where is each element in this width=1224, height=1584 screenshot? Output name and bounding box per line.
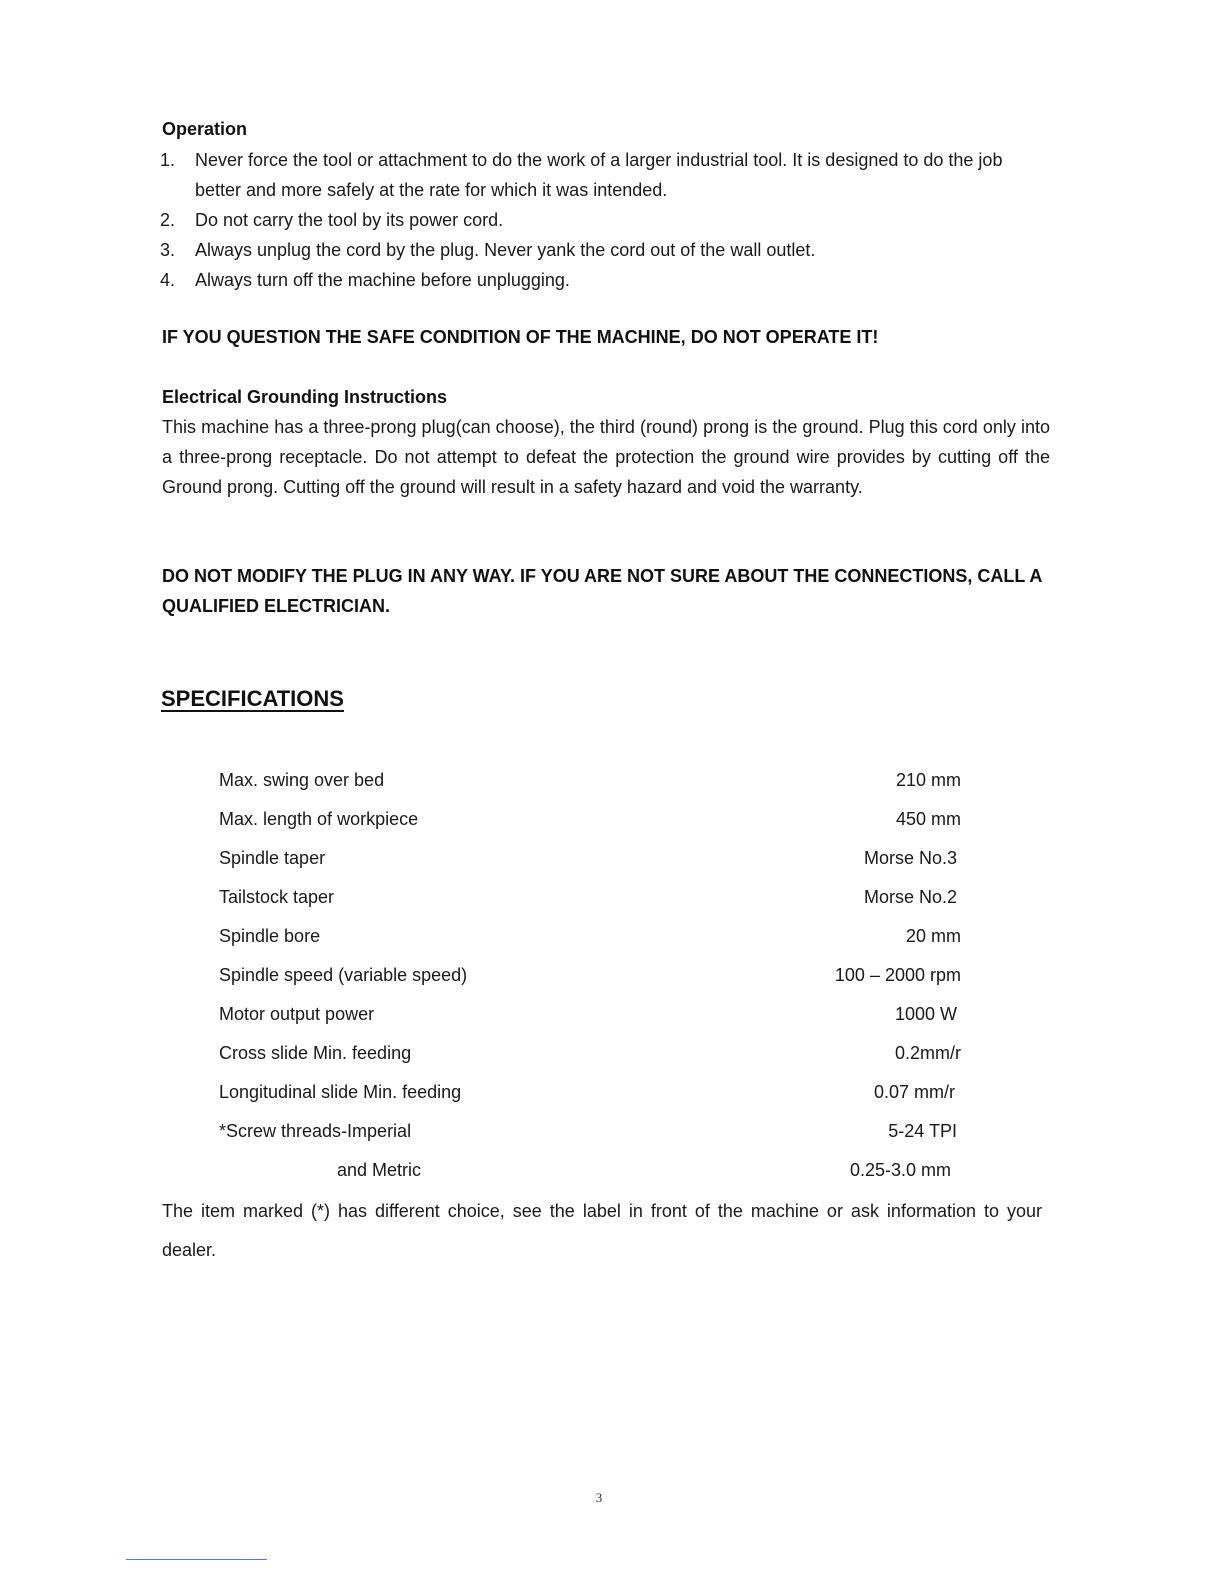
spec-label: Cross slide Min. feeding [219, 1043, 412, 1063]
list-item [160, 265, 1050, 295]
spec-row [219, 1034, 961, 1073]
page-number: 3 [595, 1490, 603, 1505]
list-item-number: 1. [160, 150, 176, 170]
list-item-text: Do not carry the tool by its power cord. [195, 210, 504, 230]
specifications-title: SPECIFICATIONS [161, 686, 344, 711]
list-item-number: 3. [160, 240, 176, 260]
grounding-heading: Electrical Grounding Instructions [162, 387, 448, 407]
spec-value: 0.07 mm/r [873, 1082, 955, 1102]
list-item-text: Always turn off the machine before unplugging. [195, 270, 570, 290]
plug-warning: DO NOT MODIFY THE PLUG IN ANY WAY. IF YOU ARE NOT SURE ABOUT THE CONNECTIONS, CALL A QUALIFIED ELECTRICIAN. [162, 566, 1042, 616]
list-item-text: Never force the tool or attachment to do the work of a larger industrial tool. It is designed to do the job better and more safely at the rate for which it was intended. [195, 150, 1003, 200]
spec-label: Spindle bore [219, 926, 321, 946]
spec-row [219, 839, 961, 878]
list-item [160, 205, 1050, 235]
specifications-list [219, 761, 961, 1190]
operation-heading: Operation [162, 119, 248, 139]
spec-row [219, 1073, 961, 1112]
spec-label: Spindle speed (variable speed) [219, 965, 468, 985]
spec-row [219, 917, 961, 956]
spec-value: Morse No.2 [863, 887, 957, 907]
spec-row [219, 956, 961, 995]
spec-row [219, 800, 961, 839]
spec-value: 5-24 TPI [888, 1121, 957, 1141]
spec-value: 450 mm [895, 809, 961, 829]
list-item-text: Always unplug the cord by the plug. Never yank the cord out of the wall outlet. [195, 240, 816, 260]
list-item-number: 4. [160, 270, 176, 290]
safety-warning: IF YOU QUESTION THE SAFE CONDITION OF THE MACHINE, DO NOT OPERATE IT! [162, 327, 879, 347]
spec-row [219, 1151, 961, 1190]
specifications-footnote: The item marked (*) has different choice, see the label in front of the machine or ask information to your dealer. [162, 1201, 1042, 1260]
spec-label: Spindle taper [219, 848, 326, 868]
list-item [160, 145, 1050, 205]
spec-label: Max. length of workpiece [219, 809, 419, 829]
operation-list [160, 145, 1050, 295]
spec-label: Motor output power [219, 1004, 375, 1024]
spec-value: 100 – 2000 rpm [834, 965, 961, 985]
spec-value: 1000 W [894, 1004, 957, 1024]
spec-label: Longitudinal slide Min. feeding [219, 1082, 462, 1102]
spec-label: Max. swing over bed [219, 770, 385, 790]
spec-value: 210 mm [895, 770, 961, 790]
spec-row [219, 878, 961, 917]
spec-value: 20 mm [905, 926, 961, 946]
spec-row [219, 995, 961, 1034]
spec-value: 0.2mm/r [894, 1043, 961, 1063]
spec-value: 0.25-3.0 mm [849, 1160, 951, 1180]
spec-label: Tailstock taper [219, 887, 335, 907]
list-item-number: 2. [160, 210, 176, 230]
grounding-paragraph: This machine has a three-prong plug(can choose), the third (round) prong is the ground. Plug this cord only into a three-prong receptacle. Do not attempt to defeat the protection the ground wire provides by cutting off the Ground prong. Cutting off the ground will result in a safety hazard and void the warranty. [162, 417, 1050, 497]
list-item [160, 235, 1050, 265]
spec-row [219, 1112, 961, 1151]
spec-value: Morse No.3 [863, 848, 957, 868]
spec-label: and Metric [337, 1160, 422, 1180]
spec-label: *Screw threads-Imperial [219, 1121, 412, 1141]
spec-row [219, 761, 961, 800]
footer-rule [126, 1559, 267, 1560]
